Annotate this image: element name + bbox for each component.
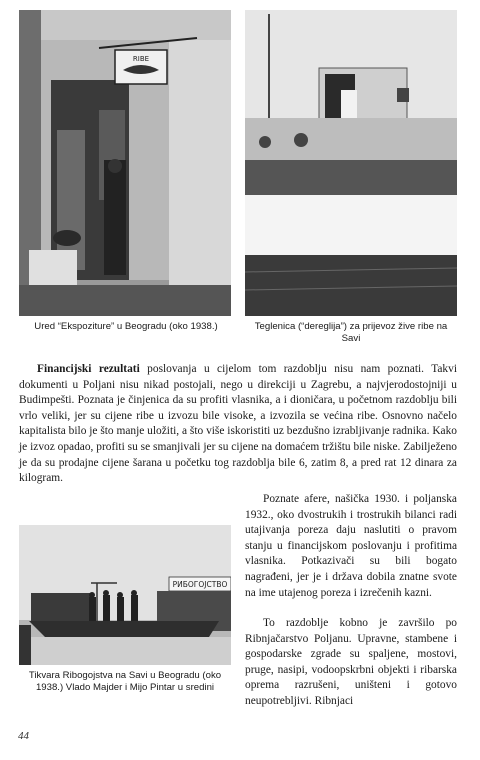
photo-office-building bbox=[19, 10, 231, 316]
paragraph-period-end: To razdoblje kobno je završilo po Ribnjačarstvo Poljanu. Upravne, stambene i gospodarske zgrade su spaljene, mostovi, pruge, nasipi, vodoopskrbni objekti i ribarska oprema razrušeni, uništeni i gotovo neupotrebljivi. Ribnjaci bbox=[245, 617, 457, 707]
photo-fish-boat-caption: Tikvara Ribogojstva na Savi u Beogradu (oko 1938.) Vlado Majder i Mijo Pintar u sredini bbox=[28, 670, 222, 693]
paragraph-affairs: Poznate afere, našička 1930. i poljanska 1932., oko dvostrukih i trostrukih bilanci radi utajivanja poreza daju naslutiti o pravom stanju u financijskom poslovanju i profitima vlasnika. Potkazivači su bili bogato nagrađeni, jer je i država dobila znatne svote na ime utajenog poreza i izrečenih kazni. bbox=[245, 493, 457, 599]
boat-sign-text: РИБОГОЈСТВО bbox=[172, 580, 228, 589]
lead-rest: poslovanja u cijelom tom razdoblju nisu nam poznati. Takvi dokumenti u Poljani nisu nikad postojali, nego u direkciji u Zagrebu, a najvjerodostojniji u Budimpešti. Poznata je činjenica da su profiti vlasnika, a i dioničara, u početnom razdoblju bili vrlo veliki, jer su cijene ribe u izvozu bile visoke, a izvozila se većina ribe. Osnovno načelo kapitalista bilo je što manje uložiti, a što više iskoristiti uz bezdušno izrabljivanje radnika. Kako je izvoz opadao, profiti su se smanjivali jer su cijene na domaćem tržištu bile niske. Zabilježeno je da su prodajne cijene šarana u početku tog razdoblja bile 6, zatim 8, a pred rat 12 dinara za kilogram. bbox=[19, 363, 457, 485]
photo-fish-boat bbox=[19, 525, 231, 665]
page-number: 44 bbox=[18, 730, 29, 742]
lead-bold: Financijski rezultati bbox=[37, 363, 140, 375]
photo-office-caption: Ured “Ekspoziture” u Beogradu (oko 1938.) bbox=[34, 321, 218, 332]
photo-barge bbox=[245, 10, 457, 316]
photo-barge-caption: Teglenica (“dereglija”) za prijevoz žive ribe na Savi bbox=[254, 321, 448, 344]
paragraph-financial-results bbox=[19, 362, 457, 487]
shop-sign-text: RIBE bbox=[132, 55, 150, 63]
